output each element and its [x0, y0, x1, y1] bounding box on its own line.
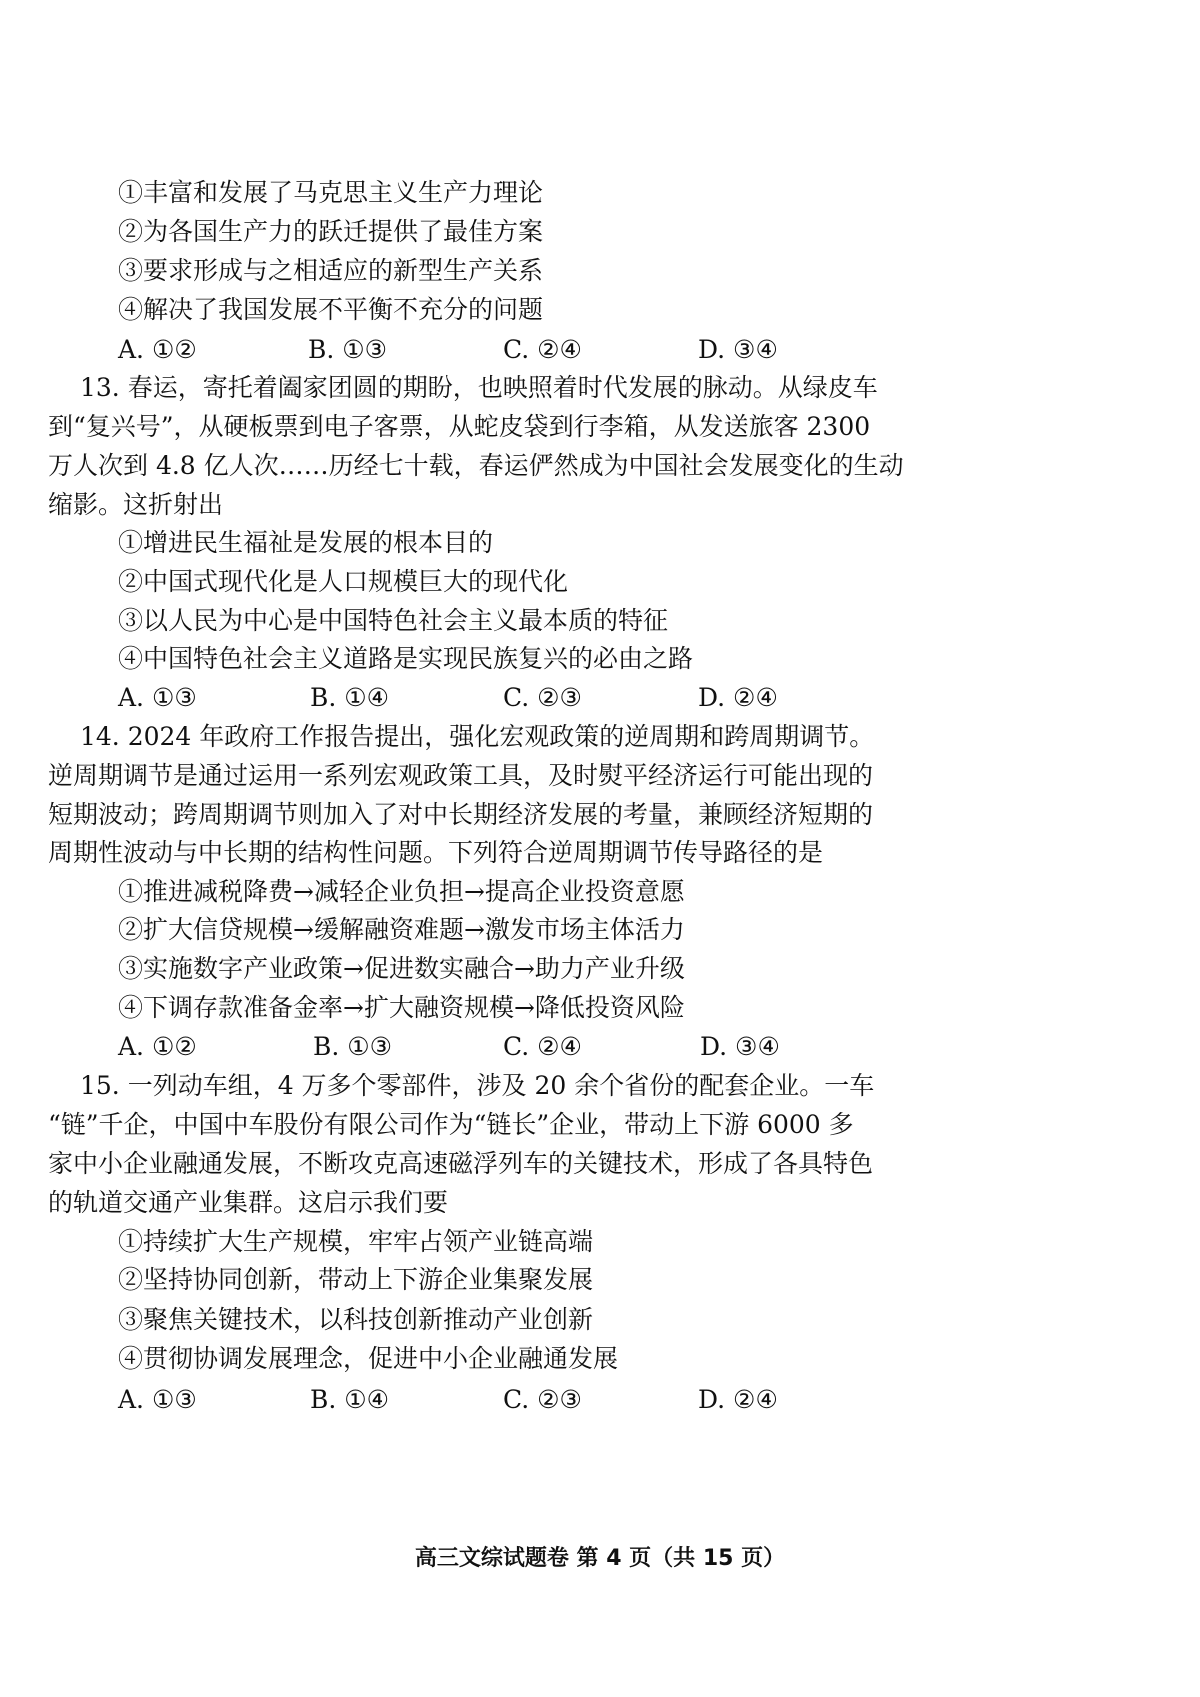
q14-answer-d: D. ③④ — [700, 1032, 780, 1061]
q15-stem-line-3: 家中小企业融通发展，不断攻克高速磁浮列车的关键技术，形成了各具特色 — [48, 1149, 874, 1178]
q12-answer-a: A. ①② — [118, 335, 197, 364]
q15-stem-line-1: 15. 一列动车组，4 万多个零部件，涉及 20 余个省份的配套企业。一车 — [80, 1071, 875, 1100]
q12-option-3: ③要求形成与之相适应的新型生产关系 — [118, 256, 544, 285]
q14-option-4: ④下调存款准备金率→扩大融资规模→降低投资风险 — [118, 993, 685, 1022]
q13-stem-line-2: 到“复兴号”，从硬板票到电子客票，从蛇皮袋到行李箱，从发送旅客 2300 — [48, 412, 871, 441]
q13-stem-line-1: 13. 春运，寄托着阖家团圆的期盼，也映照着时代发展的脉动。从绿皮车 — [80, 373, 878, 402]
q12-answer-d: D. ③④ — [698, 335, 778, 364]
q14-stem-line-3: 短期波动；跨周期调节则加入了对中长期经济发展的考量，兼顾经济短期的 — [48, 800, 874, 829]
q15-answer-d: D. ②④ — [698, 1385, 778, 1414]
q15-option-3: ③聚焦关键技术，以科技创新推动产业创新 — [118, 1305, 594, 1334]
q12-answer-b: B. ①③ — [308, 335, 388, 364]
q15-answer-b: B. ①④ — [310, 1385, 390, 1414]
q14-answer-a: A. ①② — [118, 1032, 197, 1061]
q13-answer-b: B. ①④ — [310, 683, 390, 712]
q15-answer-c: C. ②③ — [503, 1385, 582, 1414]
q13-option-1: ①增进民生福祉是发展的根本目的 — [118, 528, 494, 557]
q14-option-1: ①推进减税降费→减轻企业负担→提高企业投资意愿 — [118, 877, 685, 906]
q13-stem-line-4: 缩影。这折射出 — [48, 490, 224, 519]
q15-answer-a: A. ①③ — [118, 1385, 197, 1414]
q15-option-2: ②坚持协同创新，带动上下游企业集聚发展 — [118, 1265, 594, 1294]
page-footer: 高三文综试题卷 第 4 页（共 15 页） — [414, 1546, 786, 1571]
q14-stem-line-4: 周期性波动与中长期的结构性问题。下列符合逆周期调节传导路径的是 — [48, 838, 824, 867]
q14-stem-line-2: 逆周期调节是通过运用一系列宏观政策工具，及时熨平经济运行可能出现的 — [48, 761, 874, 790]
q13-answer-a: A. ①③ — [118, 683, 197, 712]
q15-stem-line-4: 的轨道交通产业集群。这启示我们要 — [48, 1188, 449, 1217]
q15-option-4: ④贯彻协调发展理念，促进中小企业融通发展 — [118, 1344, 619, 1373]
q13-answer-d: D. ②④ — [698, 683, 778, 712]
q12-option-1: ①丰富和发展了马克思主义生产力理论 — [118, 178, 544, 207]
q13-option-2: ②中国式现代化是人口规模巨大的现代化 — [118, 567, 569, 596]
q14-option-2: ②扩大信贷规模→缓解融资难题→激发市场主体活力 — [118, 915, 685, 944]
q13-answer-c: C. ②③ — [503, 683, 582, 712]
q14-option-3: ③实施数字产业政策→促进数实融合→助力产业升级 — [118, 954, 685, 983]
q13-option-3: ③以人民为中心是中国特色社会主义最本质的特征 — [118, 606, 669, 635]
q12-option-2: ②为各国生产力的跃迁提供了最佳方案 — [118, 217, 544, 246]
q12-answer-c: C. ②④ — [503, 335, 582, 364]
q13-stem-line-3: 万人次到 4.8 亿人次……历经七十载，春运俨然成为中国社会发展变化的生动 — [48, 451, 904, 480]
q14-stem-line-1: 14. 2024 年政府工作报告提出，强化宏观政策的逆周期和跨周期调节。 — [80, 722, 875, 751]
q13-option-4: ④中国特色社会主义道路是实现民族复兴的必由之路 — [118, 644, 694, 673]
q14-answer-c: C. ②④ — [503, 1032, 582, 1061]
q12-option-4: ④解决了我国发展不平衡不充分的问题 — [118, 295, 544, 324]
q14-answer-b: B. ①③ — [313, 1032, 393, 1061]
q15-stem-line-2: “链”千企，中国中车股份有限公司作为“链长”企业，带动上下游 6000 多 — [48, 1110, 854, 1139]
q15-option-1: ①持续扩大生产规模，牢牢占领产业链高端 — [118, 1227, 594, 1256]
